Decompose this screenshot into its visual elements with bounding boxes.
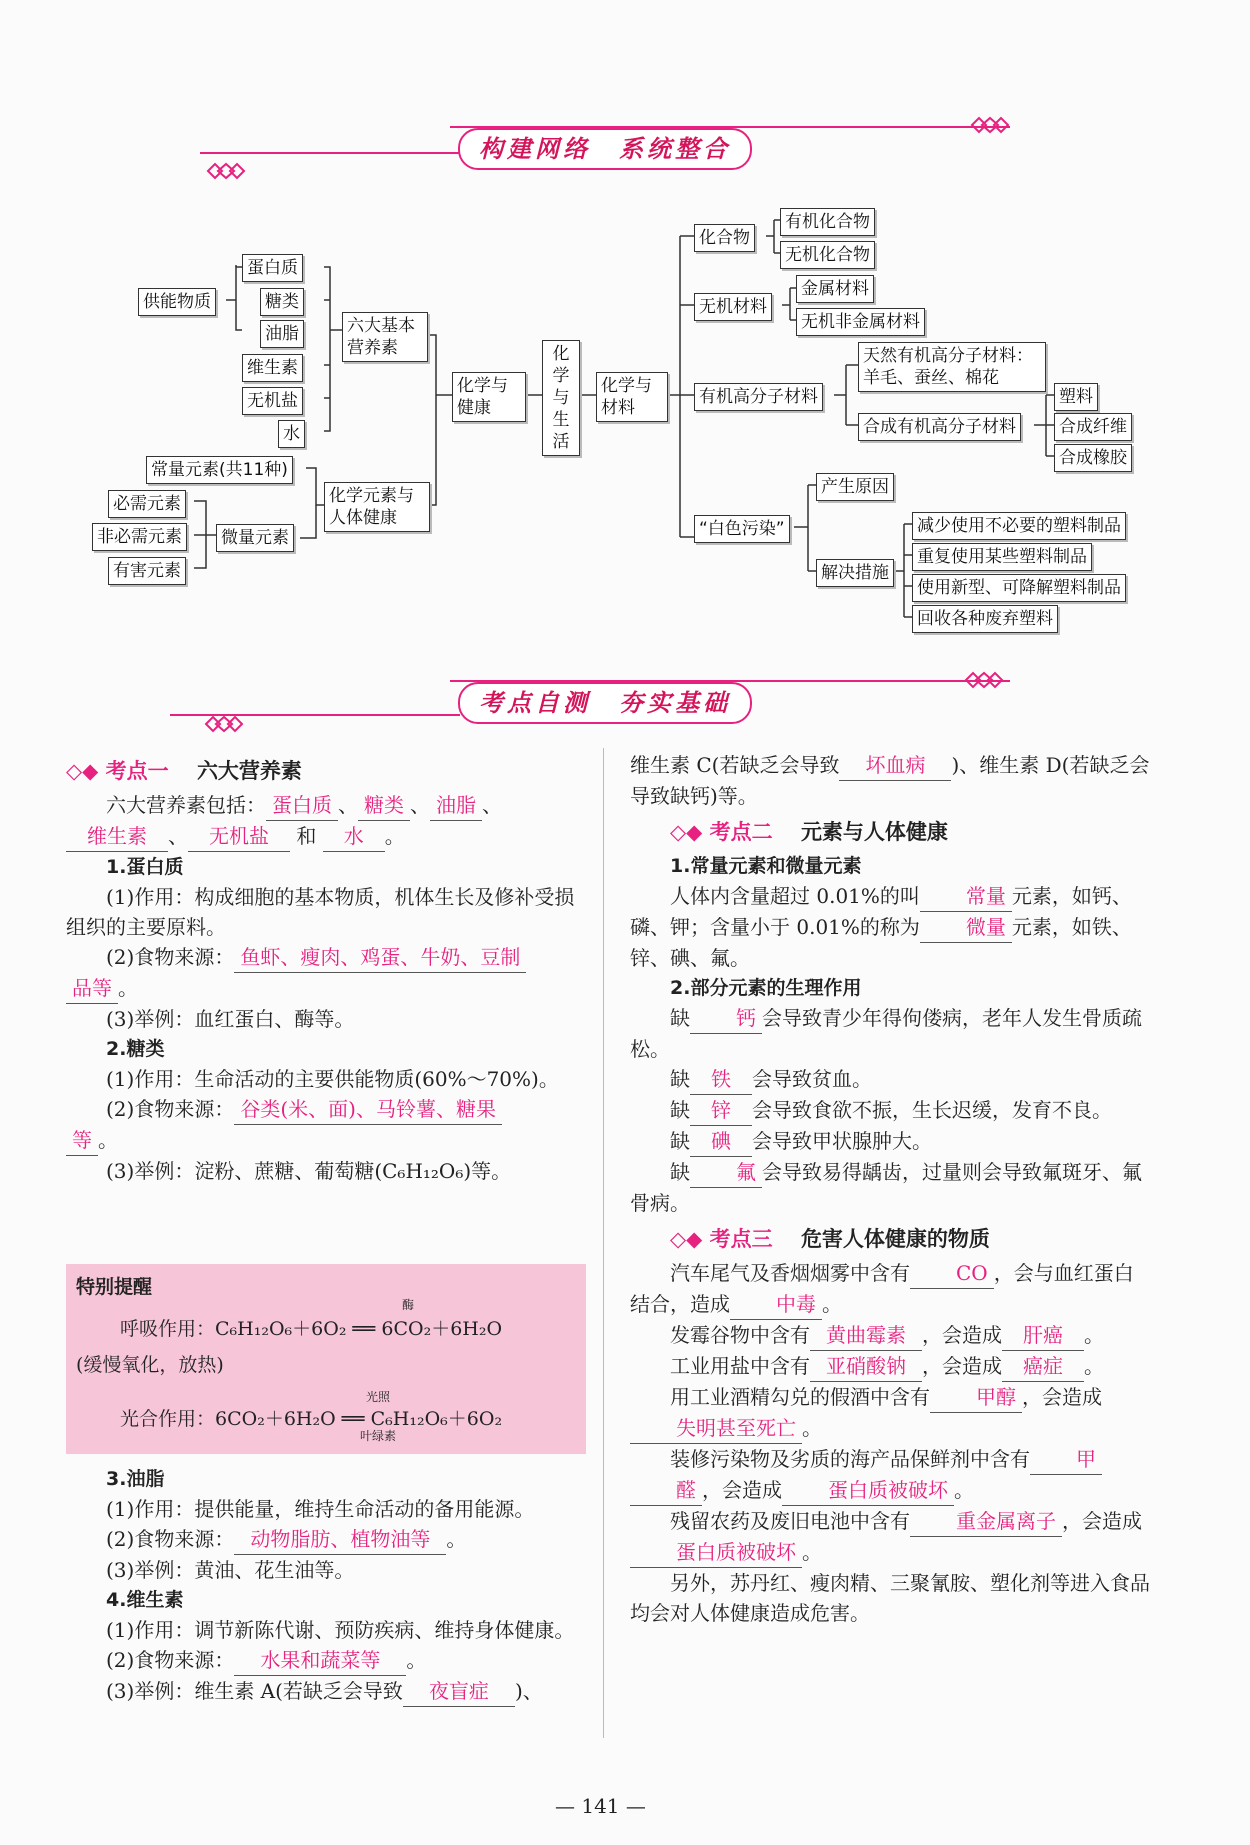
text: 装修污染物及劣质的海产品保鲜剂中含有 (670, 1447, 1030, 1471)
paragraph (66, 1524, 586, 1555)
answer-blank: 坏血病 (839, 750, 951, 781)
answer-blank: 碘 (690, 1126, 752, 1157)
text: 。 (98, 1128, 118, 1152)
subheading: 1.蛋白质 (106, 856, 184, 878)
map-node-liuda: 六大基本营养素 (342, 312, 428, 362)
text: ，会造成 (1062, 1509, 1142, 1533)
text: ，会与血红蛋白结合，造成 (630, 1261, 1134, 1316)
kp1-title: 六大营养素 (196, 759, 302, 783)
map-node-danbai: 蛋白质 (242, 254, 303, 282)
text: 会导致易得龋齿，过量则会导致氟斑牙、氟骨病。 (630, 1160, 1142, 1215)
text: 缺 (670, 1129, 690, 1153)
text: (2)食物来源： (106, 1097, 235, 1121)
answer-blank: 谷类(米、面)、马铃薯、糖果 (234, 1094, 502, 1125)
text: 。 (446, 1527, 467, 1551)
answer-blank: 钙 (690, 1003, 762, 1034)
text: 。 (802, 1540, 822, 1564)
map-node-gongneng: 供能物质 (138, 288, 216, 316)
map-node-center: 化学与生活 (542, 340, 580, 456)
diamond-icon: ◇◆ (670, 1227, 703, 1251)
text: 六大营养素包括： (106, 793, 266, 817)
paragraph (630, 1351, 1150, 1382)
answer-blank: 夜盲症 (403, 1676, 515, 1707)
paragraph (630, 750, 1150, 811)
text: 。 (118, 976, 138, 1000)
paragraph: 另外，苏丹红、瘦肉精、三聚氰胺、塑化剂等进入食品均会对人体健康造成危害。 (630, 1571, 1150, 1625)
map-node-c4: 回收各种废弃塑料 (912, 605, 1058, 633)
reminder-note: (缓慢氧化，放热) (76, 1354, 224, 1376)
text: 。 (384, 824, 405, 848)
answer-blank: 蛋白质被破坏 (630, 1537, 802, 1568)
answer-blank: 肝癌 (1002, 1320, 1084, 1351)
map-node-youzhi: 油脂 (260, 320, 304, 348)
answer-blank: 品等 (66, 973, 118, 1004)
column-divider (603, 748, 604, 1738)
paragraph (630, 1095, 1150, 1126)
paragraph (630, 1320, 1150, 1351)
text: )、维生素 D(若缺乏会导致缺钙)等。 (630, 753, 1150, 808)
map-node-gaofenzi: 有机高分子材料 (694, 383, 823, 411)
answer-blank: 甲醇 (930, 1382, 1022, 1413)
answer-blank: 铁 (690, 1064, 752, 1095)
answer-blank: 动物脂肪、植物油等 (234, 1524, 446, 1555)
map-node-jiankang: 化学与健康 (452, 372, 526, 422)
map-node-yuanyin: 产生原因 (816, 473, 894, 501)
map-node-bixu: 必需元素 (108, 490, 186, 518)
kp1-heading (66, 756, 586, 786)
reminder-equation-2: 光合作用：6CO₂＋6H₂O ══ C₆H₁₂O₆＋6O₂ (120, 1408, 503, 1430)
answer-blank: 蛋白质被破坏 (782, 1475, 954, 1506)
diamond-icon: ◇◆ (670, 820, 703, 844)
text: 人体内含量超过 0.01%的叫 (670, 884, 920, 908)
paragraph (66, 1125, 586, 1156)
text: 和 (296, 824, 317, 848)
text: 、 (410, 793, 430, 817)
text: 缺 (670, 1098, 690, 1122)
kp2-tag: 考点二 (709, 820, 773, 844)
map-node-feibixu: 非必需元素 (92, 523, 187, 551)
nutrients-line (66, 790, 586, 821)
text: 发霉谷物中含有 (670, 1323, 810, 1347)
nutrients-line-2 (66, 821, 586, 852)
text: 汽车尾气及香烟烟雾中含有 (670, 1261, 910, 1285)
kp3-tag: 考点三 (709, 1227, 773, 1251)
text: 。 (406, 1648, 427, 1672)
map-node-tang: 糖类 (260, 288, 304, 316)
text: ，会造成 (922, 1354, 1002, 1378)
text: 工业用盐中含有 (670, 1354, 810, 1378)
kp1-tag: 考点一 (105, 759, 169, 783)
reaction-condition: 酶 (402, 1298, 415, 1312)
map-node-wujicailiao: 无机材料 (694, 293, 772, 321)
answer-blank: 糖类 (358, 790, 410, 821)
answer-blank: 水果和蔬菜等 (234, 1645, 406, 1676)
text: 、 (338, 793, 358, 817)
text: 。 (822, 1292, 842, 1316)
paragraph (66, 973, 586, 1004)
banner-title: 考点自测 夯实基础 (458, 682, 752, 724)
subheading: 2.糖类 (106, 1038, 165, 1060)
map-node-tianran: 天然有机高分子材料：羊毛、蚕丝、棉花 (858, 342, 1046, 392)
map-node-wujiyan: 无机盐 (242, 387, 303, 415)
map-node-huahewu: 化合物 (694, 224, 755, 252)
text: ，会造成 (922, 1323, 1002, 1347)
map-node-baise: “白色污染” (694, 515, 790, 543)
answer-blank: 蛋白质 (266, 790, 338, 821)
paragraph (630, 1506, 1150, 1568)
paragraph: (3)举例：血红蛋白、酶等。 (106, 1007, 355, 1031)
answer-blank: 等 (66, 1125, 98, 1156)
map-node-suliao: 塑料 (1054, 383, 1098, 411)
text: 元素，如钙、磷、钾；含量小于 0.01%的称为 (630, 884, 1132, 939)
paragraph: (1)作用：生命活动的主要供能物质(60%～70%)。 (106, 1067, 559, 1091)
paragraph: (1)作用：调节新陈代谢、预防疾病、维持身体健康。 (106, 1618, 575, 1642)
answer-blank: 黄曲霉素 (810, 1320, 922, 1351)
text: )、 (514, 1679, 543, 1703)
map-node-c3: 使用新型、可降解塑料制品 (912, 574, 1126, 602)
answer-blank: 氟 (690, 1157, 762, 1188)
text: 会导致甲状腺肿大。 (752, 1129, 932, 1153)
text: 维生素 C(若缺乏会导致 (630, 753, 840, 777)
map-node-yuansu: 化学元素与人体健康 (324, 482, 430, 532)
text: 残留农药及废旧电池中含有 (670, 1509, 910, 1533)
text: (2)食物来源： (106, 1527, 235, 1551)
map-node-weiliang: 微量元素 (216, 524, 294, 552)
answer-blank: 常量 (920, 881, 1012, 912)
map-node-cailiao: 化学与材料 (596, 372, 668, 422)
kp2-heading (630, 817, 1150, 847)
text: ，会造成 (1022, 1385, 1102, 1409)
answer-blank: 鱼虾、瘦肉、鸡蛋、牛奶、豆制 (234, 942, 526, 973)
paragraph (630, 1003, 1150, 1064)
map-node-youji: 有机化合物 (780, 208, 875, 236)
special-reminder-box (66, 1264, 586, 1454)
banner-title: 构建网络 系统整合 (458, 128, 752, 170)
map-node-weisheng: 维生素 (242, 354, 303, 382)
map-node-c1: 减少使用不必要的塑料制品 (912, 512, 1126, 540)
text: (2)食物来源： (106, 1648, 235, 1672)
reminder-equation-1 (120, 1314, 502, 1341)
page-number: — 141 — (555, 1794, 646, 1818)
answer-blank: CO (910, 1258, 994, 1289)
map-node-feijinshu: 无机非金属材料 (796, 308, 925, 336)
reminder-title: 特别提醒 (76, 1276, 153, 1298)
kp2-title: 元素与人体健康 (800, 820, 948, 844)
paragraph: (1)作用：提供能量，维持生命活动的备用能源。 (106, 1497, 535, 1521)
text: 缺 (670, 1006, 690, 1030)
answer-blank: 油脂 (430, 790, 482, 821)
answer-blank: 癌症 (1002, 1351, 1084, 1382)
answer-blank: 维生素 (66, 821, 168, 852)
subheading: 4.维生素 (106, 1589, 184, 1611)
paragraph (630, 1157, 1150, 1218)
left-column (66, 750, 586, 1186)
map-node-jinshu: 金属材料 (796, 275, 874, 303)
map-node-c2: 重复使用某些塑料制品 (912, 543, 1092, 571)
paragraph (630, 1444, 1150, 1506)
paragraph (630, 1064, 1150, 1095)
map-node-hecheng: 合成有机高分子材料 (858, 413, 1021, 441)
text: 。 (802, 1416, 822, 1440)
map-node-shui: 水 (278, 420, 305, 448)
text: 、 (168, 824, 188, 848)
subheading: 2.部分元素的生理作用 (670, 977, 862, 999)
right-column (630, 750, 1150, 1628)
text: (3)举例：维生素 A(若缺乏会导致 (106, 1679, 403, 1703)
paragraph: (1)作用：构成细胞的基本物质，机体生长及修补受损组织的主要原料。 (66, 885, 575, 939)
kp3-heading (630, 1224, 1150, 1254)
answer-blank: 中毒 (730, 1289, 822, 1320)
text: 用工业酒精勾兑的假酒中含有 (670, 1385, 930, 1409)
map-node-xiangjiao: 合成橡胶 (1054, 444, 1132, 472)
answer-blank: 亚硝酸钠 (810, 1351, 922, 1382)
paragraph (66, 942, 586, 973)
paragraph (66, 1676, 586, 1707)
kp3-title: 危害人体健康的物质 (800, 1227, 990, 1251)
text: 。 (1084, 1354, 1104, 1378)
reaction-condition: 光照 (366, 1390, 391, 1404)
text: 元素，如铁、锌、碘、氟。 (630, 915, 1132, 970)
text: 缺 (670, 1067, 690, 1091)
paragraph (630, 1126, 1150, 1157)
text: (2)食物来源： (106, 945, 235, 969)
text: 呼吸作用：C₆H₁₂O₆＋6O₂ ══ 6CO₂＋6H₂O (120, 1318, 503, 1340)
knot-ornament-icon (964, 671, 1004, 689)
knot-ornament-icon (204, 715, 244, 733)
paragraph: (3)举例：淀粉、蔗糖、葡萄糖(C₆H₁₂O₆)等。 (106, 1159, 512, 1183)
paragraph (630, 881, 1150, 973)
diamond-icon: ◇◆ (66, 759, 99, 783)
text: ，会造成 (702, 1478, 782, 1502)
section-banner-mid (200, 680, 1050, 724)
text: 。 (1084, 1323, 1104, 1347)
map-node-jiejue: 解决措施 (816, 559, 894, 587)
answer-blank: 水 (323, 821, 385, 852)
answer-blank: 失明甚至死亡 (630, 1413, 802, 1444)
answer-blank: 微量 (920, 912, 1012, 943)
map-node-changliang: 常量元素(共11种) (146, 456, 293, 484)
paragraph (630, 1382, 1150, 1444)
text: 。 (954, 1478, 974, 1502)
answer-blank: 无机盐 (188, 821, 290, 852)
text: 、 (482, 793, 502, 817)
subheading: 1.常量元素和微量元素 (670, 855, 862, 877)
map-node-wuji: 无机化合物 (780, 241, 875, 269)
paragraph: (3)举例：黄油、花生油等。 (106, 1558, 355, 1582)
paragraph (66, 1094, 586, 1125)
answer-blank: 甲 (1030, 1444, 1102, 1475)
subheading: 3.油脂 (106, 1468, 165, 1490)
answer-blank: 重金属离子 (910, 1506, 1062, 1537)
text: 会导致贫血。 (752, 1067, 872, 1091)
text: 会导致食欲不振，生长迟缓，发育不良。 (752, 1098, 1112, 1122)
paragraph (66, 1645, 586, 1676)
text: 缺 (670, 1160, 690, 1184)
map-node-xianwei: 合成纤维 (1054, 413, 1132, 441)
left-column-lower (66, 1464, 586, 1707)
paragraph (630, 1258, 1150, 1320)
reaction-condition: 叶绿素 (360, 1429, 397, 1443)
text: 会导致青少年得佝偻病，老年人发生骨质疏松。 (630, 1006, 1142, 1061)
answer-blank: 醛 (630, 1475, 702, 1506)
answer-blank: 锌 (690, 1095, 752, 1126)
map-node-youhai: 有害元素 (108, 557, 186, 585)
